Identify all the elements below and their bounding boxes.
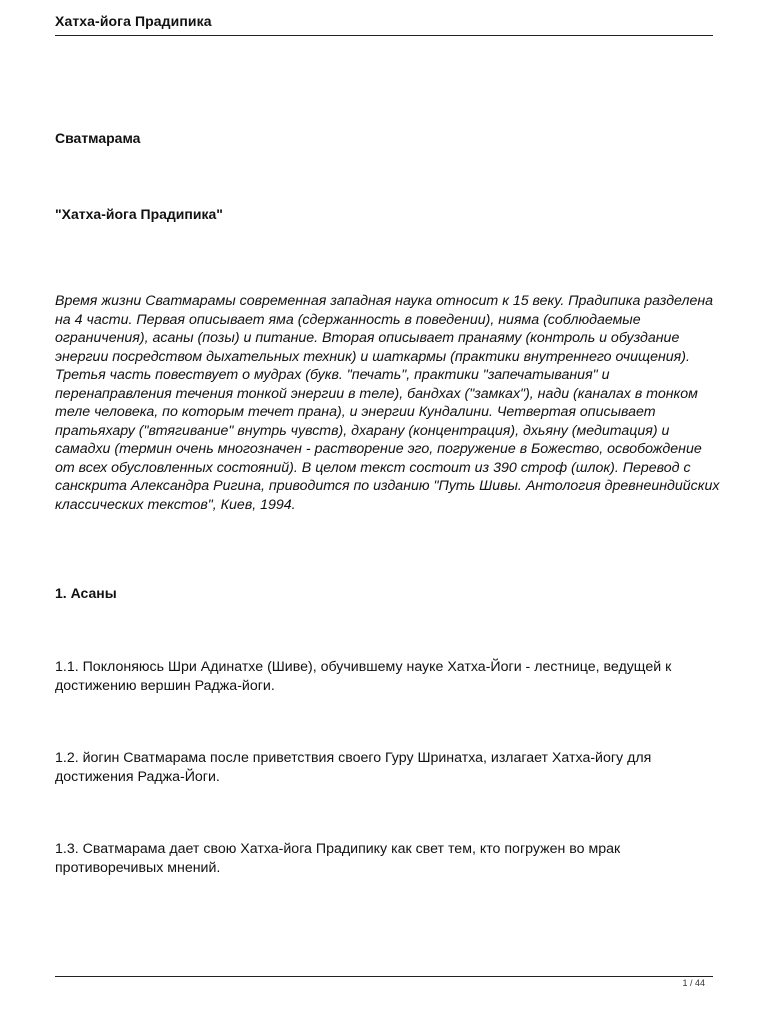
verse-paragraph: 1.1. Поклоняюсь Шри Адинатхе (Шиве), обучившему науке Хатха-Йоги - лестнице, ведущей к достижению вершин Раджа-йоги. — [55, 659, 672, 694]
intro-paragraph: Время жизни Сватмарамы современная западная наука относит к 15 веку. Прадипика разделена на 4 части. Первая описывает яма (сдержанность в поведении), нияма (соблюдаемые ограничения), асаны (позы) и питание. Вторая описывает пранаяму (контроль и обуздание энергии посредством дыхательных техник) и шаткармы (практики внутреннего очищения). Третья часть повествует о мудрах (букв. "печать", практики "запечатывания" и перенаправления течения тонкой энергии в теле), бандхах ("замках"), нади (каналах в тонком теле человека, по которым течет прана), и энергии Кундалини. Четвертая описывает пратьяхару ("втягивание" внутрь чувств), дхарану (концентрация), дхьяну (медитация) и самадхи (термин очень многозначен - растворение эго, погружение в Божество, освобождение от всех обусловленных состояний). В целом текст состоит из 390 строф (шлок). Перевод с санскрита Александра Ригина, приводится по изданию "Путь Шивы. Антология древнеиндийских классических текстов", Киев, 1994. — [55, 293, 720, 513]
page-number: 1 / 44 — [682, 978, 705, 988]
author-name: Сватмарама — [55, 130, 141, 146]
header-rule — [55, 35, 713, 36]
book-title: "Хатха-йога Прадипика" — [55, 206, 223, 222]
verse-paragraph: 1.3. Сватмарама дает свою Хатха-йога Прадипику как свет тем, кто погружен во мрак противоречивых мнений. — [55, 841, 621, 876]
running-header-title: Хатха-йога Прадипика — [55, 13, 212, 29]
footer-rule — [55, 976, 713, 977]
section-heading: 1. Асаны — [55, 585, 117, 601]
verse-paragraph: 1.2. йогин Сватмарама после приветствия своего Гуру Шринатха, излагает Хатха-йогу для достижения Раджа-Йоги. — [55, 750, 652, 785]
